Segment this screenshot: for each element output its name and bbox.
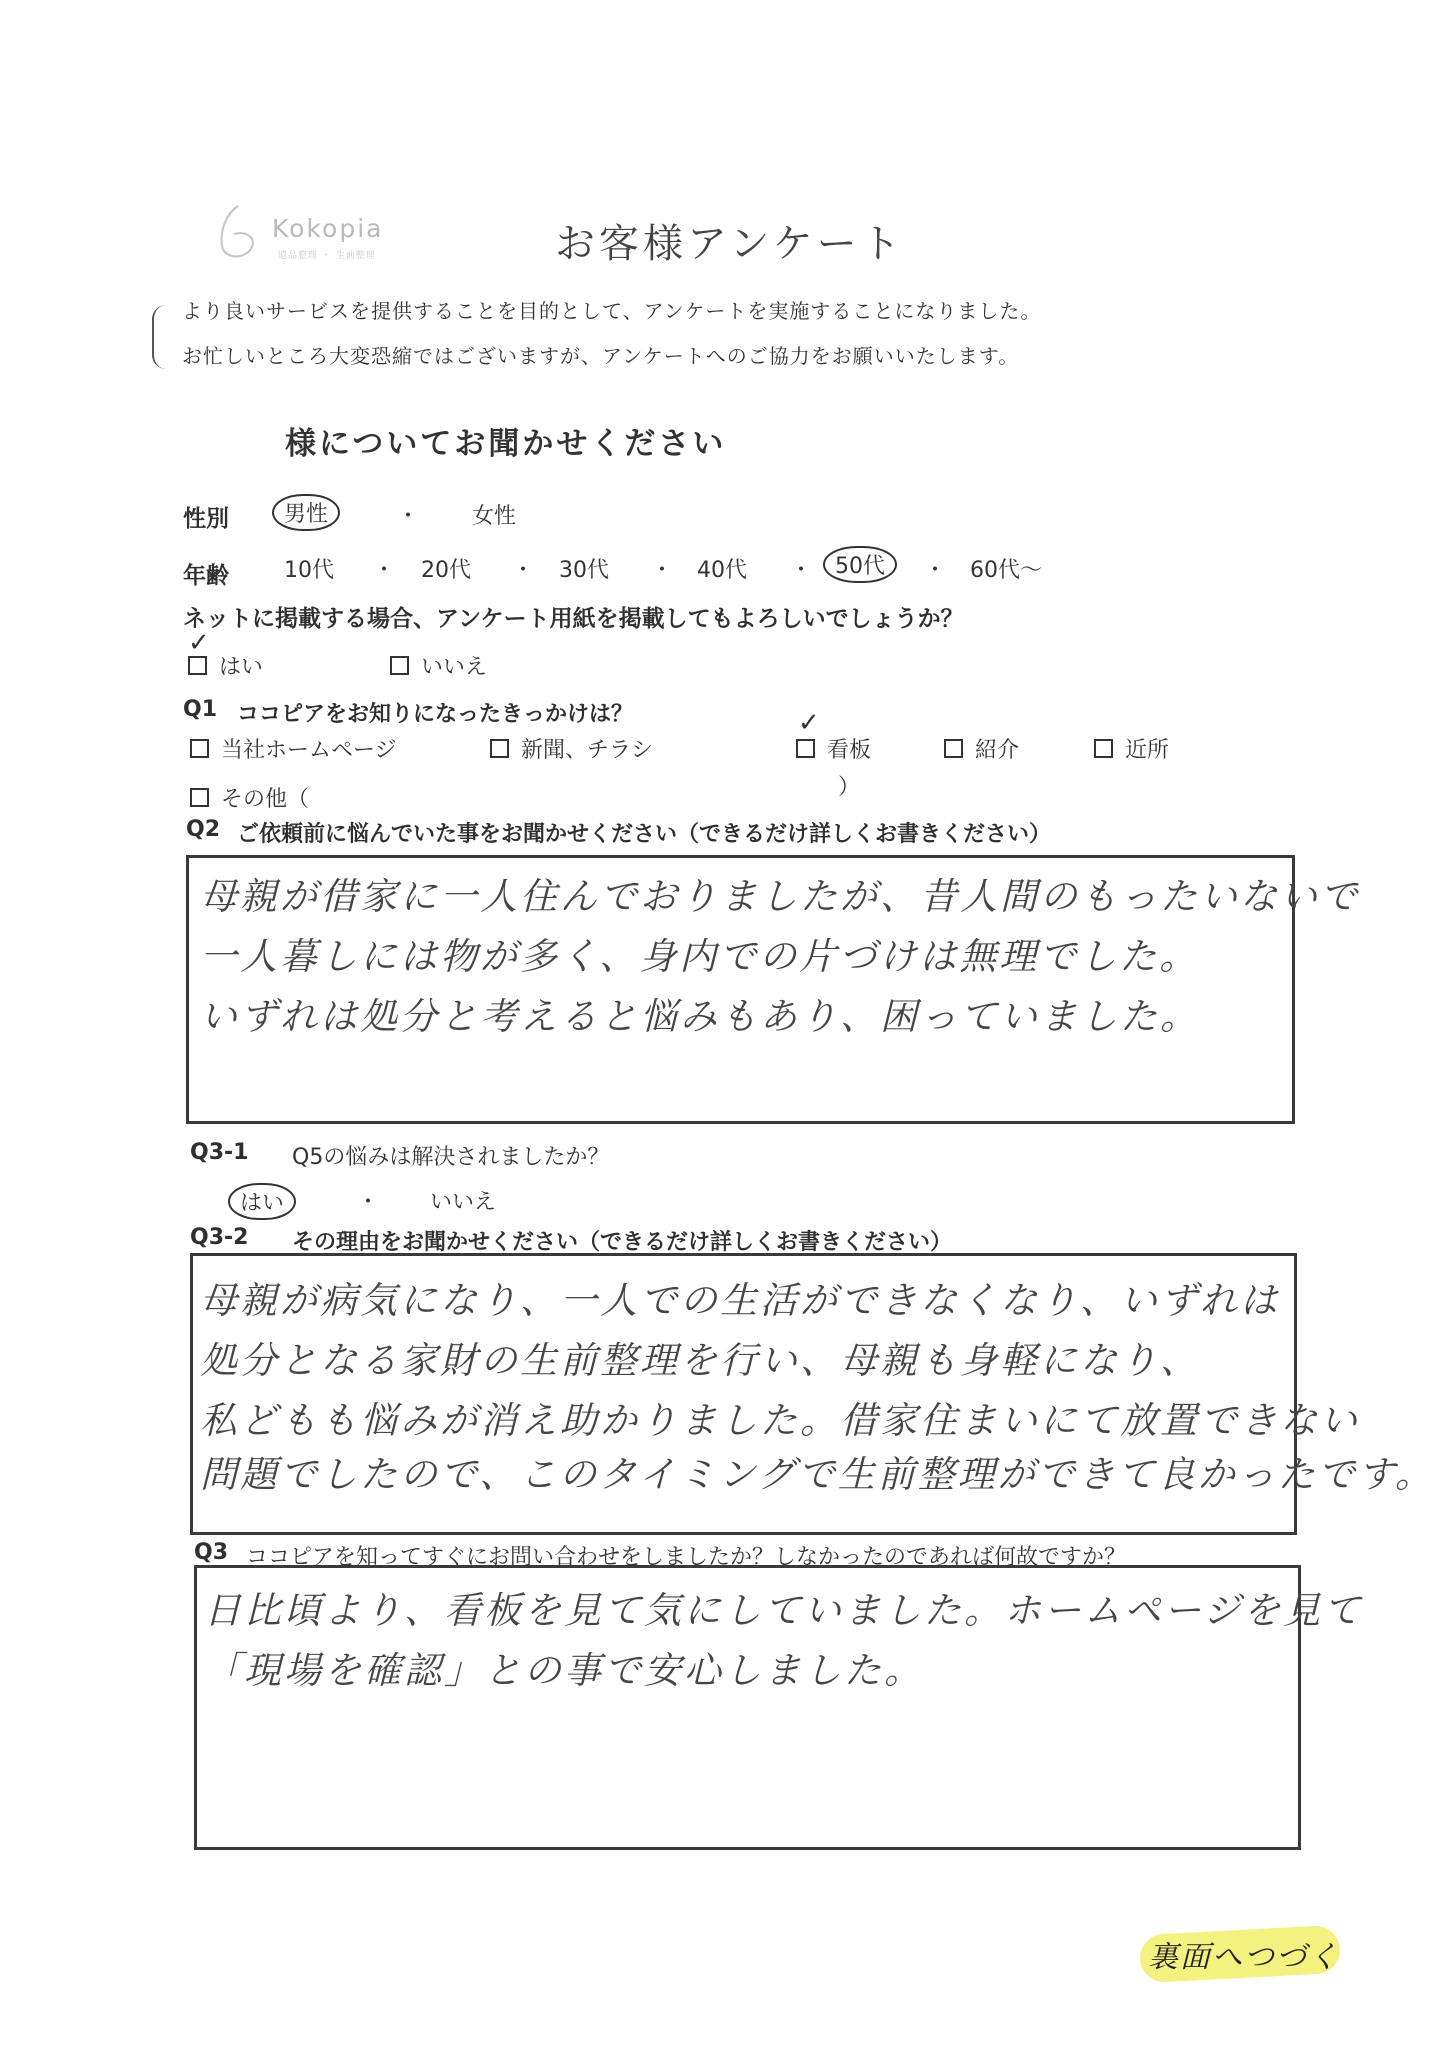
q1-option-newspaper[interactable] (490, 733, 653, 764)
gender-label: 性別 (183, 506, 229, 532)
q3-answer-line-2: 「現場を確認」との事で安心しました。 (204, 1649, 924, 1692)
q1-number: Q1 (183, 697, 218, 722)
continued-on-back-note: 裏面へつづく (1148, 1940, 1340, 1975)
age-separator: ・ (790, 558, 813, 583)
age-option-30s[interactable]: 30代 (559, 558, 609, 583)
q3-1-separator: ・ (357, 1190, 380, 1215)
age-label: 年齢 (183, 563, 229, 589)
q3-1-option-yes[interactable]: はい (228, 1183, 296, 1220)
checkbox[interactable] (796, 739, 815, 758)
age-separator: ・ (373, 558, 396, 583)
q3-2-number: Q3-2 (190, 1225, 249, 1250)
q1-option-referral[interactable] (944, 733, 1019, 764)
q1-option-neighborhood[interactable] (1094, 733, 1169, 764)
q1-option-newspaper-label: 新聞、チラシ (521, 738, 654, 763)
checkbox[interactable] (190, 788, 209, 807)
intro-line-2: お忙しいところ大変恐縮ではございますが、アンケートへのご協力をお願いいたします。 (182, 344, 1020, 368)
age-option-20s[interactable]: 20代 (421, 558, 471, 583)
intro-bracket (152, 305, 172, 369)
page-title: お客様アンケート (555, 221, 905, 267)
q3-1-number: Q3-1 (190, 1140, 249, 1165)
age-option-60s-plus[interactable]: 60代〜 (970, 558, 1042, 583)
age-option-50s[interactable]: 50代 (823, 546, 897, 583)
checkbox[interactable] (188, 656, 207, 675)
checkmark-icon: ✓ (798, 708, 820, 738)
q3-2-answer-line-2: 処分となる家財の生前整理を行い、母親も身軽になり、 (200, 1339, 1200, 1382)
q2-answer-line-2: 一人暮しには物が多く、身内での片づけは無理でした。 (200, 935, 1200, 978)
publish-option-no-label: いいえ (421, 655, 488, 680)
q3-answer-line-1: 日比頃より、看板を見て気にしていました。ホームページを見て (204, 1589, 1364, 1632)
gender-option-male[interactable]: 男性 (272, 494, 340, 531)
q3-question: ココピアを知ってすぐにお問い合わせをしましたか？しなかったのであれば何故ですか？ (246, 1545, 1127, 1570)
q1-option-other-label: その他（ (221, 787, 310, 812)
checkbox[interactable] (1094, 739, 1113, 758)
q2-question: ご依頼前に悩んでいた事をお聞かせください（できるだけ詳しくお書きください） (237, 822, 1052, 847)
checkmark-icon: ✓ (188, 628, 210, 658)
age-option-40s[interactable]: 40代 (697, 558, 747, 583)
q3-2-question: その理由をお聞かせください（できるだけ詳しくお書きください） (292, 1230, 953, 1255)
q3-number: Q3 (194, 1540, 229, 1565)
q3-1-question: Q5の悩みは解決されましたか？ (292, 1145, 610, 1170)
publish-option-yes-label: はい (219, 655, 264, 680)
q1-other-close: ） (838, 775, 861, 800)
age-separator: ・ (512, 558, 535, 583)
q1-option-homepage-label: 当社ホームページ (221, 738, 397, 763)
q3-2-answer-line-1: 母親が病気になり、一人での生活ができなくなり、いずれは (200, 1279, 1280, 1322)
checkbox[interactable] (944, 739, 963, 758)
q3-1-option-no[interactable]: いいえ (430, 1190, 497, 1215)
checkbox[interactable] (190, 739, 209, 758)
gender-option-female[interactable]: 女性 (472, 504, 517, 529)
section-title: 様についてお聞かせください (285, 426, 727, 462)
gender-separator: ・ (397, 504, 420, 529)
q3-2-answer-line-4: 問題でしたので、このタイミングで生前整理ができて良かったです。 (200, 1453, 1435, 1496)
q2-answer-line-3: いずれは処分と考えると悩みもあり、困っていました。 (200, 995, 1200, 1038)
q1-option-referral-label: 紹介 (975, 738, 1020, 763)
kokopia-logo-mark (208, 200, 270, 264)
q1-option-signboard-label: 看板 (827, 738, 872, 763)
q1-option-other[interactable] (190, 782, 309, 813)
q1-option-homepage[interactable] (190, 733, 397, 764)
q2-number: Q2 (186, 817, 221, 842)
q2-answer-line-1: 母親が借家に一人住んでおりましたが、昔人間のもったいないで (200, 875, 1360, 918)
checkbox[interactable] (490, 739, 509, 758)
logo-tagline: 遺品整理 ・ 生前整理 (278, 251, 376, 261)
checkbox[interactable] (390, 656, 409, 675)
publish-question: ネットに掲載する場合、アンケート用紙を掲載してもよろしいでしょうか？ (183, 606, 964, 632)
q1-question: ココピアをお知りになったきっかけは？ (237, 702, 634, 727)
q1-option-neighborhood-label: 近所 (1125, 738, 1170, 763)
intro-line-1: より良いサービスを提供することを目的として、アンケートを実施することになりました。 (182, 299, 1042, 323)
logo-name: Kokopia (272, 214, 384, 243)
age-separator: ・ (651, 558, 674, 583)
age-separator: ・ (924, 558, 947, 583)
q3-2-answer-line-3: 私どもも悩みが消え助かりました。借家住まいにて放置できない (200, 1399, 1360, 1442)
age-option-10s[interactable]: 10代 (284, 558, 334, 583)
publish-option-no[interactable] (390, 650, 487, 681)
